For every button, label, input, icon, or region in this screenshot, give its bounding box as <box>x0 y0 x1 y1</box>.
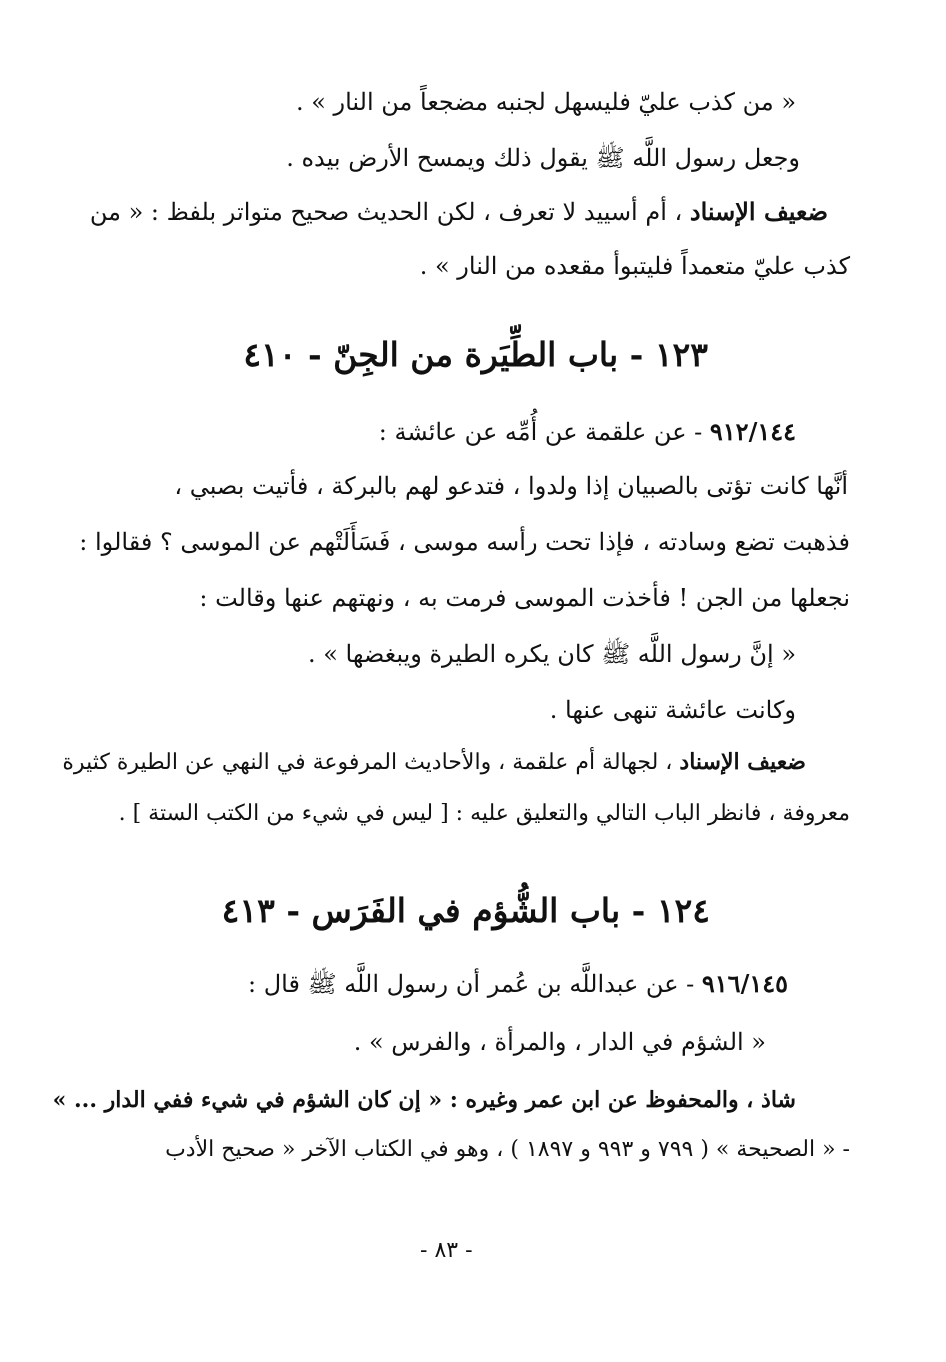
chapter-heading: ١٢٣ - باب الطِّيَرة من الجِنّ - ٤١٠ <box>243 335 708 374</box>
grade-comment: ، لجهالة أم علقمة ، والأحاديث المرفوعة في النهي عن الطيرة كثيرة <box>62 750 673 775</box>
page-number: - ٨٣ - <box>420 1238 473 1263</box>
hadith-text-line: « الشؤم في الدار ، والمرأة ، والفرس » . <box>353 1028 766 1056</box>
hadith-text-line: وكانت عائشة تنهى عنها . <box>549 696 796 724</box>
grading-line <box>62 742 806 783</box>
hadith-text-line: فذهبت تضع وسادته ، فإذا تحت رأسه موسى ، فَسَأَلَتْهم عن الموسى ؟ فقالوا : <box>79 528 850 556</box>
hadith-text-line: أنَّها كانت تؤتى بالصبيان إذا ولدوا ، فتدعو لهم بالبركة ، فأتيت بصبي ، <box>174 472 848 500</box>
hadith-header <box>379 412 796 452</box>
grading-line <box>90 192 828 232</box>
grading-comment-line: كذب عليّ متعمداً فليتبوأ مقعده من النار » . <box>419 252 850 280</box>
hadith-text-line: وجعل رسول اللَّه ﷺ يقول ذلك ويمسح الأرض بيده . <box>286 144 800 172</box>
hadith-text-line: « إنَّ رسول اللَّه ﷺ كان يكره الطيرة ويبغضها » . <box>307 640 796 668</box>
grading-comment-line: معروفة ، فانظر الباب التالي والتعليق عليه : [ ليس في شيء من الكتب الستة ] . <box>118 801 850 826</box>
hadith-chain: - عن عبداللَّه بن عُمر أن رسول اللَّه ﷺ قال : <box>248 970 695 998</box>
hadith-number: ٩١٢/١٤٤ <box>709 417 796 446</box>
grading-line: شاذ ، والمحفوظ عن ابن عمر وغيره : « إن كان الشؤم في شيء ففي الدار ... » <box>52 1087 796 1113</box>
grade-label: ضعيف الإسناد <box>689 197 828 226</box>
hadith-text-line: « من كذب عليّ فليسهل لجنبه مضجعاً من النار » . <box>295 88 796 116</box>
grading-comment-line: - « الصحيحة » ( ٧٩٩ و ٩٩٣ و ١٨٩٧ ) ، وهو في الكتاب الآخر « صحيح الأدب <box>165 1137 850 1162</box>
hadith-chain: - عن علقمة عن أُمِّه عن عائشة : <box>378 418 703 446</box>
hadith-header <box>248 964 788 1004</box>
grade-label: ضعيف الإسناد <box>679 749 806 775</box>
hadith-number: ٩١٦/١٤٥ <box>701 969 788 998</box>
chapter-heading: ١٢٤ - باب الشُّؤم في الفَرَس - ٤١٣ <box>221 891 710 930</box>
hadith-text-line: نجعلها من الجن ! فأخذت الموسى فرمت به ، ونهتهم عنها وقالت : <box>199 584 850 612</box>
grade-comment: ، أم أسييد لا تعرف ، لكن الحديث صحيح متواتر بلفظ : « من <box>89 198 683 226</box>
